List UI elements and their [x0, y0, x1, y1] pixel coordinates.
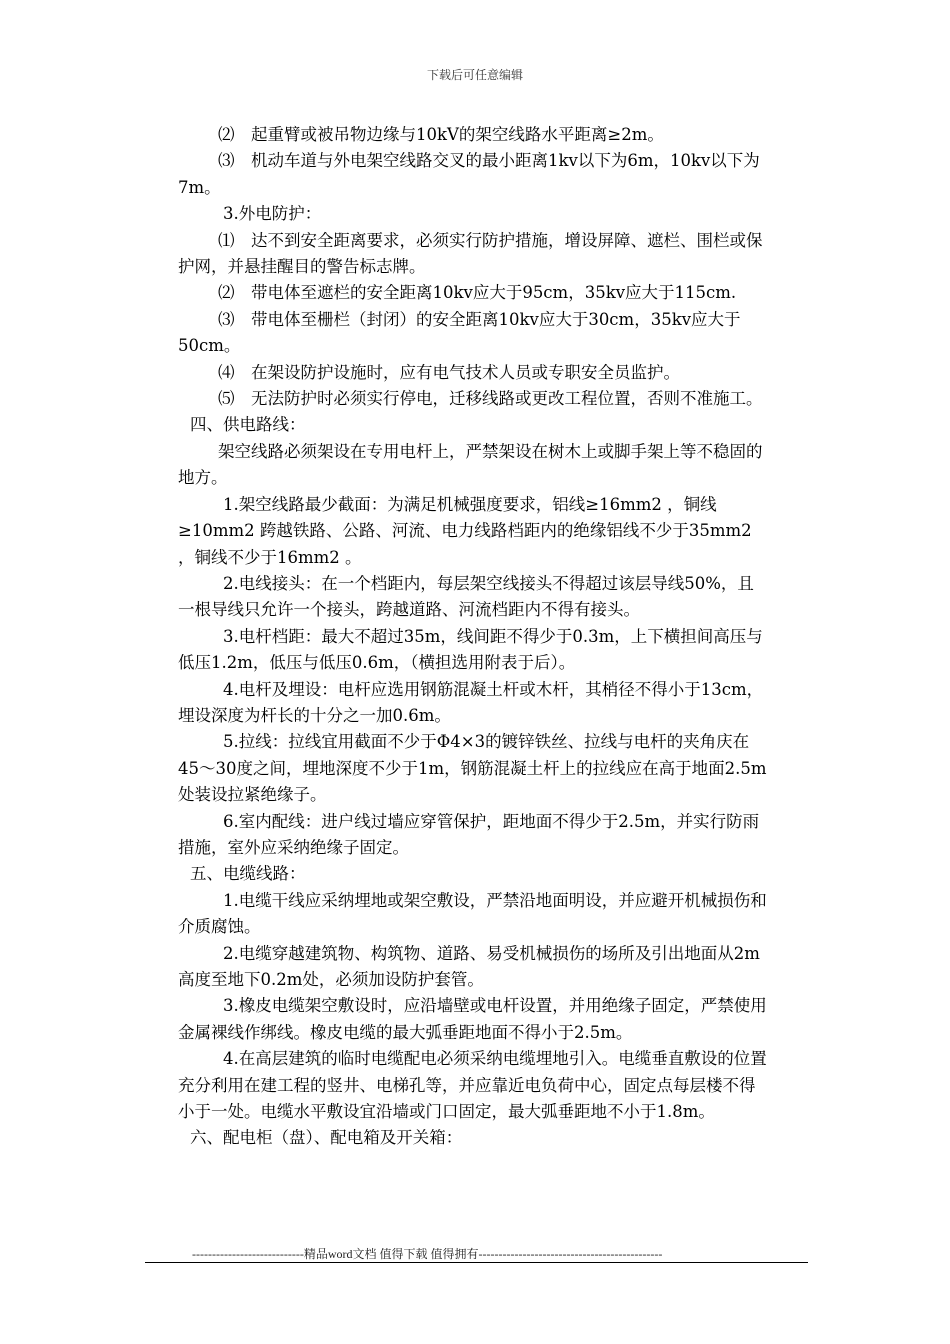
paragraph: 1.电缆干线应采纳埋地或架空敷设，严禁沿地面明设，并应避开机械损伤和介质腐蚀。: [178, 890, 767, 937]
paragraph: ⑶ 带电体至栅栏（封闭）的安全距离10kv应大于30cm，35kv应大于50cm。: [178, 309, 741, 356]
paragraph: 4.电杆及埋设：电杆应选用钢筋混凝土杆或木杆，其梢径不得小于13cm，埋设深度为杆长的十分之一加0.6m。: [178, 679, 764, 725]
paragraph: 2.电缆穿越建筑物、构筑物、道路、易受机械损伤的场所及引出地面从2m高度至地下0.2m处，必须加设防护套管。: [178, 943, 760, 989]
section-heading: 五、电缆线路：: [190, 864, 306, 884]
section-heading: 四、供电路线：: [190, 415, 306, 435]
paragraph: 5.拉线：拉线宜用截面不少于Φ4×3的镀锌铁丝、拉线与电杆的夹角庆在45～30度之间，埋地深度不少于1m，钢筋混凝土杆上的拉线应在高于地面2.5m处装设拉紧绝缘子。: [178, 732, 767, 805]
document-body: [178, 122, 770, 1152]
paragraph: 4.在高层建筑的临时电缆配电必须采纳电缆埋地引入。电缆垂直敷设的位置充分利用在建工程的竖井、电梯孔等，并应靠近电负荷中心，固定点每层楼不得小于一处。电缆水平敷设宜沿墙或门口固定，最大弧垂距地不小于1.8m。: [178, 1049, 767, 1122]
paragraph: 架空线路必须架设在专用电杆上，严禁架设在树木上或脚手架上等不稳固的地方。: [178, 441, 763, 488]
paragraph: ⑵ 带电体至遮栏的安全距离10kv应大于95cm，35kv应大于115cm.: [218, 283, 737, 303]
paragraph: 3.电杆档距：最大不超过35m，线间距不得少于0.3m，上下横担间高压与低压1.2m，低压与低压0.6m，（横担选用附表于后）。: [178, 626, 763, 673]
paragraph: ⑵ 起重臂或被吊物边缘与10kV的架空线路水平距离≥2m。: [218, 125, 664, 144]
paragraph: 3.橡皮电缆架空敷设时，应沿墙壁或电杆设置，并用绝缘子固定，严禁使用金属裸线作绑线。橡皮电缆的最大弧垂距地面不得小于2.5m。: [178, 996, 767, 1042]
paragraph: ⑸ 无法防护时必须实行停电，迁移线路或更改工程位置，否则不准施工。: [218, 389, 763, 409]
section-heading: 六、配电柜（盘）、配电箱及开关箱：: [190, 1128, 463, 1148]
paragraph: 1.架空线路最少截面：为满足机械强度要求，铝线≥16mm2 ，铜线≥10mm2 跨越铁路、公路、河流、电力线路档距内的绝缘铝线不少于35mm2 ，铜线不少于16mm2 。: [178, 494, 752, 567]
paragraph: 6.室内配线：进户线过墙应穿管保护，距地面不得少于2.5m，并实行防雨措施，室外应采纳绝缘子固定。: [178, 811, 760, 857]
paragraph: ⑷ 在架设防护设施时，应有电气技术人员或专职安全员监护。: [218, 362, 680, 382]
footer-divider: [145, 1262, 808, 1263]
page-header: 下载后可任意编辑: [426, 68, 523, 82]
page-footer: ----------------------------精品word文档 值得下载 值得拥有----------------------------------------------: [192, 1247, 663, 1261]
paragraph: ⑴ 达不到安全距离要求，必须实行防护措施，增设屏障、遮栏、围栏或保护网，并悬挂醒目的警告标志牌。: [178, 230, 763, 277]
paragraph: 3.外电防护：: [223, 204, 322, 224]
paragraph: 2.电线接头：在一个档距内，每层架空线接头不得超过该层导线50%，且一根导线只允许一个接头，跨越道路、河流档距内不得有接头。: [178, 573, 754, 620]
paragraph: ⑶ 机动车道与外电架空线路交叉的最小距离1kv以下为6m，10kv以下为7m。: [178, 151, 760, 197]
